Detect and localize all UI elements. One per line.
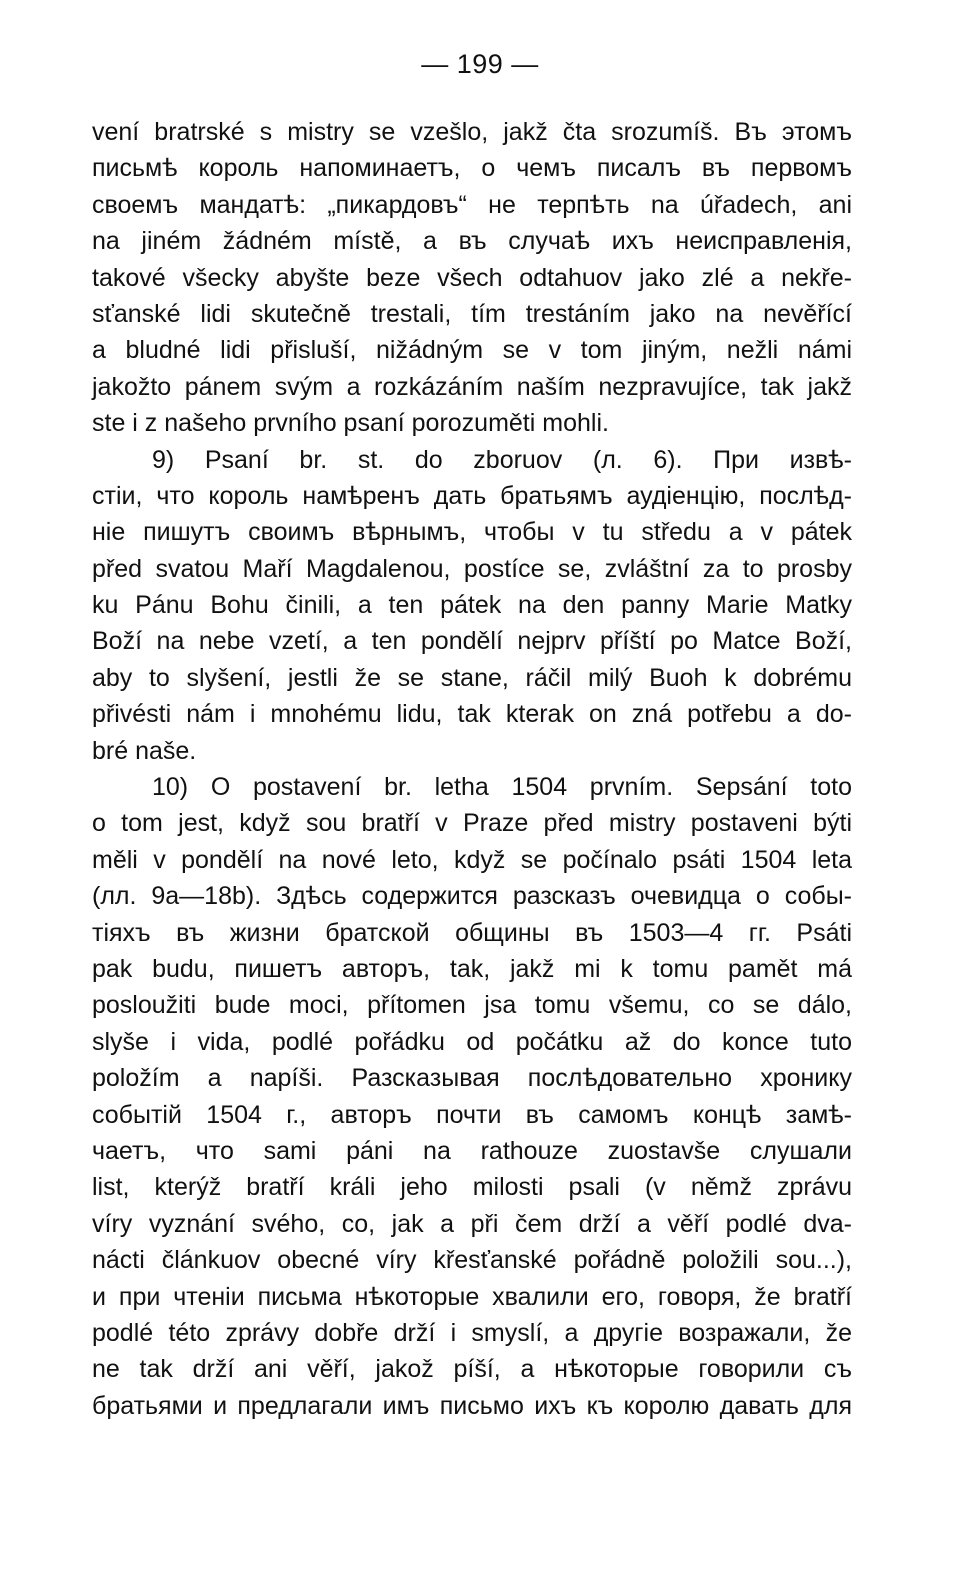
text-line: чаетъ, что sami páni na rathouze zuostavše слушали <box>92 1136 852 1165</box>
text-line: vení bratrské s mistry se vzešlo, jakž čta srozumíš. Въ этомъ <box>92 118 852 146</box>
text-line: na jiném žádném místě, a въ случаѣ ихъ неисправленія, <box>92 227 852 256</box>
text-line: přivésti nám i mnohému lidu, tak kterak on zná potřebu a do- <box>92 700 852 729</box>
body-text <box>92 114 852 1424</box>
text-line: стіи, что король намѣренъ дать братьямъ аудіенцію, послѣд- <box>92 481 852 510</box>
text-line: тіяхъ въ жизни братской общины въ 1503—4 гг. Psáti <box>92 918 852 947</box>
text-line: братьями и предлагали имъ письмо ихъ къ королю давать для <box>92 1391 852 1420</box>
text-line: měli v pondělí na nové leto, když se počínalo psáti 1504 leta <box>92 845 852 874</box>
text-line: ste i z našeho prvního psaní porozuměti mohli. <box>92 409 609 438</box>
text-line: list, kterýž bratří králi jeho milosti psali (v němž zprávu <box>92 1173 852 1202</box>
text-line: ніе пишутъ своимъ вѣрнымъ, чтобы v tu středu a v pátek <box>92 518 852 547</box>
text-line: (лл. 9a—18b). Здѣсь содержится разсказъ очевидца о собы- <box>92 882 852 911</box>
text-line: событій 1504 г., авторъ почти въ самомъ концѣ замѣ- <box>92 1100 852 1129</box>
text-line: Boží na nebe vzetí, a ten pondělí nejprv příští po Matce Boží, <box>92 627 852 656</box>
text-line: položím a napíši. Разсказывая послѣдовательно хронику <box>92 1064 852 1093</box>
text-line: sťanské lidi skutečně trestali, tím trestáním jako na nevěřící <box>92 299 852 328</box>
section-heading-line: 10) O postavení br. letha 1504 prvním. Sepsání toto <box>152 773 852 802</box>
text-line: takové všecky abyšte beze všech odtahuov jako zlé a nekře- <box>92 263 852 292</box>
text-line: posloužiti bude moci, přítomen jsa tomu všemu, co se dálo, <box>92 991 852 1020</box>
text-line: aby to slyšení, jestli že se stane, ráčil milý Buoh k dobrému <box>92 663 852 692</box>
text-line: před svatou Maří Magdalenou, postíce se, zvláštní za to prosby <box>92 554 852 583</box>
page-number: — 199 — <box>421 49 539 79</box>
text-line: ne tak drží ani věří, jakož píší, а нѣкоторые говорили съ <box>92 1355 852 1384</box>
text-line: podlé této zprávy dobře drží i smyslí, а другіе возражали, že <box>92 1318 852 1347</box>
text-line: и при чтеніи письма нѣкоторые хвалили его, говоря, že bratří <box>92 1282 852 1311</box>
text-line: o tom jest, když sou bratří v Praze před mistry postaveni býti <box>92 809 852 838</box>
text-line: a bludné lidi přisluší, nižádným se v tom jiným, nežli námi <box>92 336 852 365</box>
text-line: pak budu, пишетъ авторъ, tak, jakž mi k tomu pamět má <box>92 954 852 983</box>
text-line: slyše i vida, podlé pořádku od počátku až do konce tuto <box>92 1027 852 1056</box>
text-line: bré naše. <box>92 736 197 765</box>
text-line: письмѣ король напоминаетъ, о чемъ писалъ въ первомъ <box>92 154 852 183</box>
text-line: jakožto pánem svým a rozkázáním naším nezpravujíce, tak jakž <box>92 372 852 401</box>
section-heading-line: 9) Psaní br. st. do zboruov (л. 6). При извѣ- <box>152 445 852 474</box>
text-line: своемъ мандатѣ: „пикардовъ“ не терпѣть na úřadech, ani <box>92 190 852 219</box>
text-line: nácti článkuov obecné víry křesťanské pořádně položili sou...), <box>92 1246 852 1275</box>
text-line: víry vyznání svého, co, jak a při čem drží a věří podlé dva- <box>92 1209 852 1238</box>
text-line: ku Pánu Bohu činili, a ten pátek na den panny Marie Matky <box>92 591 852 620</box>
